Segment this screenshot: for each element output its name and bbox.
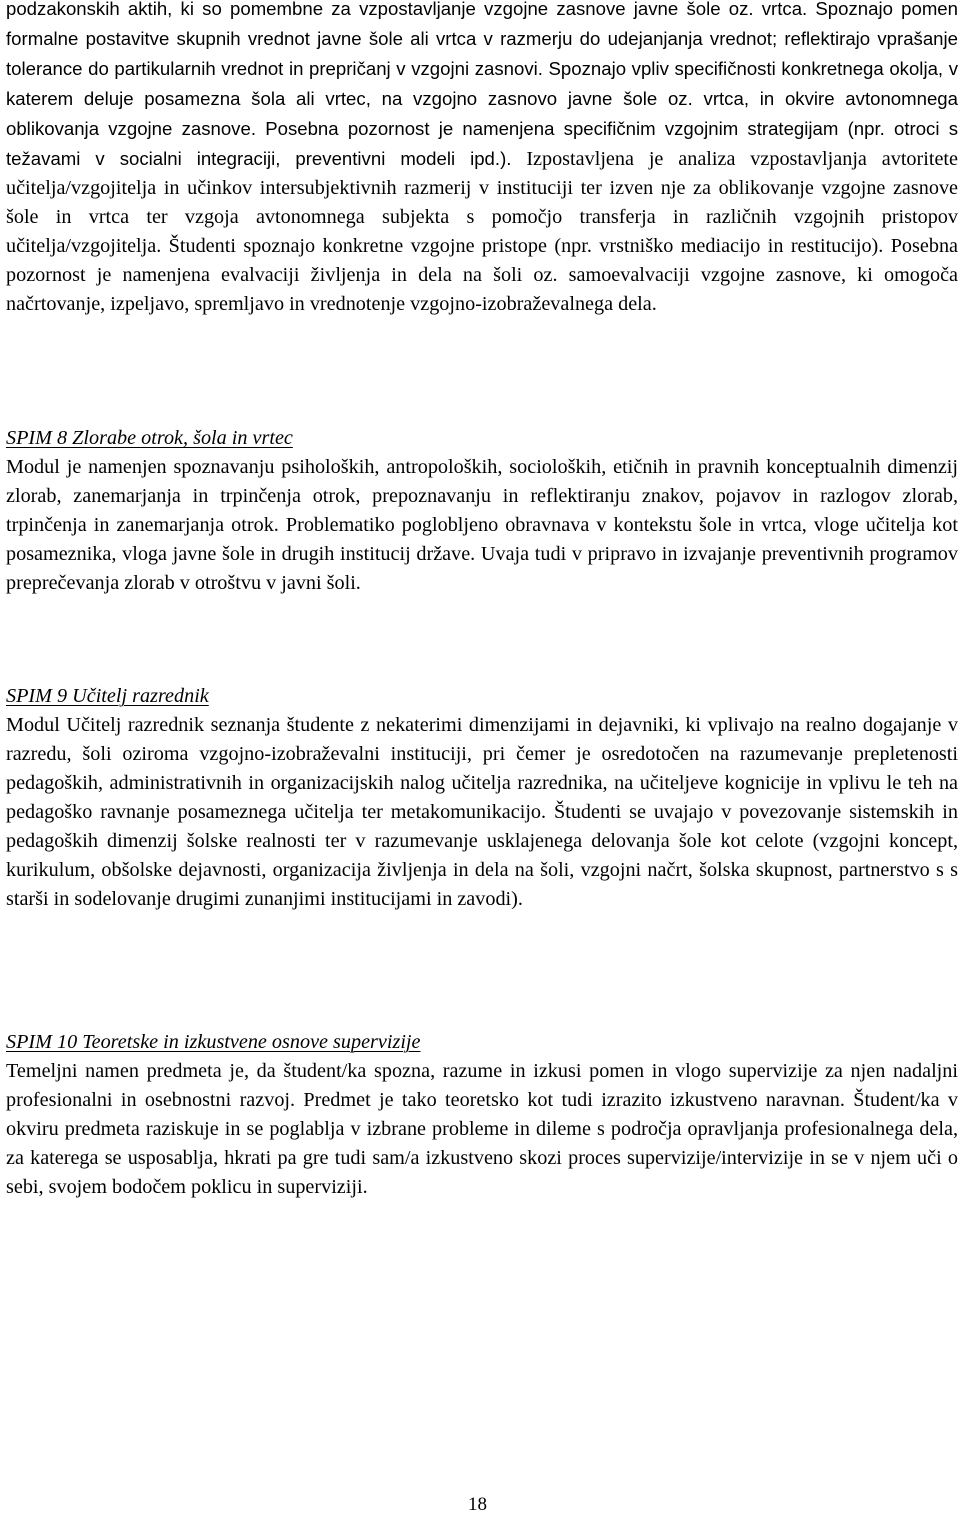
- intro-paragraph: [6, 0, 958, 319]
- section-spim-9: [6, 682, 958, 914]
- section-heading: SPIM 8 Zlorabe otrok, šola in vrtec: [6, 427, 293, 449]
- intro-section: [6, 0, 958, 319]
- section-spim-8: [6, 424, 958, 598]
- intro-text-sans: podzakonskih aktih, ki so pomembne za vzpostavljanje vzgojne zasnove javne šole oz. vrtca. Spoznajo pomen formalne postavitve skupnih vrednot javne šole ali vrtca v razmerju do udejanjanja vrednot; reflektirajo vprašanje tolerance do partikularnih vrednot in prepričanj v vzgojni zasnovi. Spoznajo vpliv specifičnosti konkretnega okolja, v katerem deluje posamezna šola ali vrtec, na vzgojno zasnovo javne šole oz. vrtca, in okvire avtonomnega oblikovanja vzgojne zasnove. Posebna pozornost je namenjena specifičnim vzgojnim strategijam (npr. otroci s težavami v socialni integraciji, preventivni modeli ipd.).: [6, 0, 958, 169]
- section-body: Modul je namenjen spoznavanju psiholoških, antropoloških, socioloških, etičnih in pravnih konceptualnih dimenzij zlorab, zanemarjanja in trpinčenja otrok, prepoznavanju in reflektiranju znakov, pojavov in razlogov zlorab, trpinčenja in zanemarjanja otrok. Problematiko poglobljeno obravnava v kontekstu šole in vrtca, vloge učitelja kot posameznika, vloga javne šole in drugih institucij države. Uvaja tudi v pripravo in izvajanje preventivnih programov preprečevanja zlorab v otroštvu v javni šoli.: [6, 456, 958, 594]
- section-spim-10: [6, 1028, 958, 1202]
- section-heading: SPIM 9 Učitelj razrednik: [6, 685, 209, 707]
- section-body: Modul Učitelj razrednik seznanja študente z nekaterimi dimenzijami in dejavniki, ki vplivajo na realno dogajanje v razredu, šoli oziroma vzgojno-izobraževalni instituciji, pri čemer je osredotočen na razumevanje prepletenosti pedagoških, administrativnih in organizacijskih nalog učitelja razrednika, na učiteljeve kognicije in vplivu le teh na pedagoško ravnanje posameznega učitelja ter metakomunikacijo. Študenti se uvajajo v povezovanje sistemskih in pedagoških dimenzij šolske realnosti ter v razumevanje usklajenega delovanja šole kot celote (vzgojni koncept, kurikulum, obšolske dejavnosti, organizacija življenja in dela na šoli, vzgojni načrt, šolska skupnost, partnerstvo s s starši in sodelovanje drugimi zunanjimi institucijami in zavodi).: [6, 714, 958, 910]
- intro-text-serif: Izpostavljena je analiza vzpostavljanja avtoritete učitelja/vzgojitelja in učinkov intersubjektivnih razmerij v instituciji ter izven nje za oblikovanje vzgojne zasnove šole in vrtca ter vzgoja avtonomnega subjekta s pomočjo transferja in različnih vzgojnih pristopov učitelja/vzgojitelja. Študenti spoznajo konkretne vzgojne pristope (npr. vrstniško mediacijo in restitucijo). Posebna pozornost je namenjena evalvaciji življenja in dela na šoli oz. samoevalvaciji vzgojne zasnove, ki omogoča načrtovanje, izpeljavo, spremljavo in vrednotenje vzgojno-izobraževalnega dela.: [6, 148, 958, 315]
- section-body: Temeljni namen predmeta je, da študent/ka spozna, razume in izkusi pomen in vlogo supervizije za njen nadaljni profesionalni in osebnostni razvoj. Predmet je tako teoretsko kot tudi izrazito izkustveno naravnan. Študent/ka v okviru predmeta raziskuje in se poglablja v izbrane probleme in dileme s področja opravljanja profesionalnega dela, za katerega se usposablja, hkrati pa gre tudi sam/a izkustveno skozi proces supervizije/intervizije in se v njem uči o sebi, svojem bodočem poklicu in superviziji.: [6, 1060, 958, 1198]
- section-heading: SPIM 10 Teoretske in izkustvene osnove supervizije: [6, 1031, 421, 1053]
- page-number: 18: [468, 1494, 487, 1515]
